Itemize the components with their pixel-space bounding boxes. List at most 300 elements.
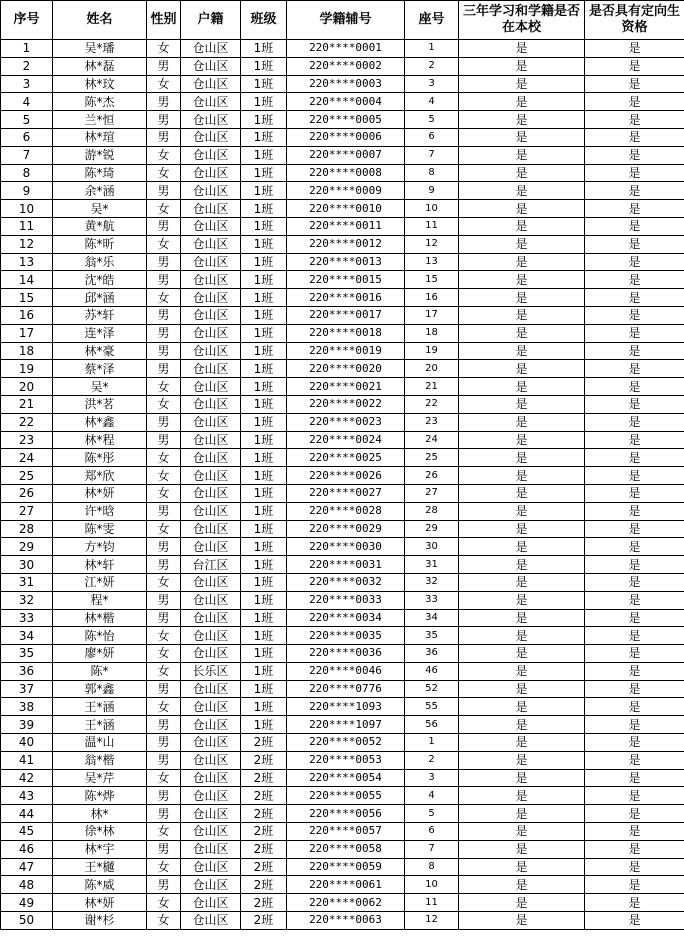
cell-huji: 仓山区 [181, 751, 241, 769]
cell-three-year: 是 [459, 200, 585, 218]
cell-eligible: 是 [585, 734, 684, 752]
cell-seat: 7 [405, 840, 459, 858]
cell-class: 1班 [241, 395, 287, 413]
cell-three-year: 是 [459, 146, 585, 164]
cell-huji: 仓山区 [181, 111, 241, 129]
cell-huji: 台江区 [181, 556, 241, 574]
cell-eligible: 是 [585, 538, 684, 556]
cell-seat: 36 [405, 645, 459, 663]
cell-eligible: 是 [585, 360, 684, 378]
cell-gender: 女 [147, 894, 181, 912]
cell-seq: 1 [1, 40, 53, 58]
cell-three-year: 是 [459, 823, 585, 841]
cell-name: 游*锐 [53, 146, 147, 164]
cell-class: 1班 [241, 111, 287, 129]
table-row [1, 271, 684, 289]
cell-seq: 4 [1, 93, 53, 111]
cell-class: 1班 [241, 645, 287, 663]
cell-three-year: 是 [459, 93, 585, 111]
table-row [1, 662, 684, 680]
cell-eligible: 是 [585, 324, 684, 342]
cell-huji: 仓山区 [181, 146, 241, 164]
cell-seat: 15 [405, 271, 459, 289]
cell-seat: 12 [405, 912, 459, 930]
cell-seat: 23 [405, 413, 459, 431]
header-row [1, 1, 684, 40]
cell-gender: 女 [147, 573, 181, 591]
cell-seq: 15 [1, 289, 53, 307]
cell-huji: 仓山区 [181, 716, 241, 734]
cell-huji: 仓山区 [181, 484, 241, 502]
table-row [1, 164, 684, 182]
cell-seq: 6 [1, 128, 53, 146]
cell-name: 陈* [53, 662, 147, 680]
cell-student-id: 220****0024 [287, 431, 405, 449]
cell-huji: 仓山区 [181, 787, 241, 805]
table-row [1, 324, 684, 342]
table-row [1, 146, 684, 164]
cell-class: 1班 [241, 716, 287, 734]
cell-seq: 3 [1, 75, 53, 93]
cell-huji: 仓山区 [181, 271, 241, 289]
cell-seq: 9 [1, 182, 53, 200]
cell-huji: 仓山区 [181, 164, 241, 182]
table-row [1, 128, 684, 146]
cell-seq: 42 [1, 769, 53, 787]
cell-class: 1班 [241, 520, 287, 538]
cell-seat: 19 [405, 342, 459, 360]
cell-eligible: 是 [585, 858, 684, 876]
cell-name: 洪*茗 [53, 395, 147, 413]
cell-huji: 仓山区 [181, 645, 241, 663]
cell-huji: 仓山区 [181, 591, 241, 609]
cell-name: 林*豪 [53, 342, 147, 360]
cell-huji: 仓山区 [181, 449, 241, 467]
table-row [1, 609, 684, 627]
cell-student-id: 220****0020 [287, 360, 405, 378]
table-row [1, 342, 684, 360]
table-row [1, 467, 684, 485]
cell-gender: 女 [147, 662, 181, 680]
cell-huji: 仓山区 [181, 360, 241, 378]
cell-gender: 男 [147, 271, 181, 289]
cell-student-id: 220****0033 [287, 591, 405, 609]
table-row [1, 787, 684, 805]
table-row [1, 235, 684, 253]
cell-seq: 23 [1, 431, 53, 449]
cell-gender: 男 [147, 538, 181, 556]
cell-seq: 26 [1, 484, 53, 502]
cell-seq: 32 [1, 591, 53, 609]
cell-student-id: 220****0059 [287, 858, 405, 876]
cell-eligible: 是 [585, 57, 684, 75]
cell-eligible: 是 [585, 128, 684, 146]
cell-seat: 8 [405, 858, 459, 876]
cell-huji: 仓山区 [181, 57, 241, 75]
cell-huji: 长乐区 [181, 662, 241, 680]
table-row [1, 253, 684, 271]
cell-gender: 男 [147, 111, 181, 129]
cell-name: 林*瑄 [53, 128, 147, 146]
cell-class: 1班 [241, 182, 287, 200]
table-row [1, 360, 684, 378]
cell-class: 1班 [241, 431, 287, 449]
cell-class: 1班 [241, 253, 287, 271]
cell-student-id: 220****0026 [287, 467, 405, 485]
cell-seat: 6 [405, 823, 459, 841]
cell-seat: 6 [405, 128, 459, 146]
table-row [1, 449, 684, 467]
cell-student-id: 220****0030 [287, 538, 405, 556]
cell-seat: 13 [405, 253, 459, 271]
cell-seq: 46 [1, 840, 53, 858]
cell-student-id: 220****0019 [287, 342, 405, 360]
cell-three-year: 是 [459, 520, 585, 538]
cell-three-year: 是 [459, 128, 585, 146]
cell-seat: 21 [405, 378, 459, 396]
cell-gender: 男 [147, 182, 181, 200]
cell-three-year: 是 [459, 289, 585, 307]
cell-class: 2班 [241, 840, 287, 858]
cell-student-id: 220****0063 [287, 912, 405, 930]
cell-eligible: 是 [585, 40, 684, 58]
cell-eligible: 是 [585, 395, 684, 413]
cell-student-id: 220****0029 [287, 520, 405, 538]
cell-class: 1班 [241, 698, 287, 716]
cell-name: 陈*杰 [53, 93, 147, 111]
cell-eligible: 是 [585, 627, 684, 645]
cell-seat: 2 [405, 751, 459, 769]
cell-huji: 仓山区 [181, 912, 241, 930]
cell-huji: 仓山区 [181, 573, 241, 591]
cell-three-year: 是 [459, 431, 585, 449]
cell-gender: 女 [147, 235, 181, 253]
cell-class: 2班 [241, 823, 287, 841]
cell-student-id: 220****0036 [287, 645, 405, 663]
cell-student-id: 220****0003 [287, 75, 405, 93]
table-row [1, 395, 684, 413]
table-row [1, 306, 684, 324]
cell-seat: 3 [405, 75, 459, 93]
cell-student-id: 220****0011 [287, 217, 405, 235]
cell-eligible: 是 [585, 93, 684, 111]
header-eligible: 是否具有定向生资格 [585, 1, 684, 40]
cell-three-year: 是 [459, 573, 585, 591]
cell-seq: 18 [1, 342, 53, 360]
cell-seat: 31 [405, 556, 459, 574]
table-row [1, 502, 684, 520]
cell-three-year: 是 [459, 609, 585, 627]
cell-seat: 25 [405, 449, 459, 467]
cell-eligible: 是 [585, 520, 684, 538]
cell-name: 温*山 [53, 734, 147, 752]
cell-student-id: 220****0046 [287, 662, 405, 680]
table-row [1, 823, 684, 841]
cell-class: 1班 [241, 378, 287, 396]
cell-seat: 32 [405, 573, 459, 591]
cell-seat: 9 [405, 182, 459, 200]
cell-huji: 仓山区 [181, 894, 241, 912]
cell-huji: 仓山区 [181, 395, 241, 413]
cell-name: 陈*彤 [53, 449, 147, 467]
cell-class: 1班 [241, 627, 287, 645]
cell-seat: 10 [405, 200, 459, 218]
cell-class: 1班 [241, 342, 287, 360]
cell-three-year: 是 [459, 235, 585, 253]
cell-three-year: 是 [459, 164, 585, 182]
cell-student-id: 220****0012 [287, 235, 405, 253]
cell-huji: 仓山区 [181, 823, 241, 841]
cell-student-id: 220****0002 [287, 57, 405, 75]
cell-class: 1班 [241, 538, 287, 556]
cell-three-year: 是 [459, 502, 585, 520]
cell-gender: 女 [147, 200, 181, 218]
cell-student-id: 220****0009 [287, 182, 405, 200]
cell-gender: 男 [147, 751, 181, 769]
cell-name: 连*泽 [53, 324, 147, 342]
cell-class: 2班 [241, 787, 287, 805]
cell-student-id: 220****0017 [287, 306, 405, 324]
cell-student-id: 220****0022 [287, 395, 405, 413]
cell-eligible: 是 [585, 556, 684, 574]
cell-three-year: 是 [459, 645, 585, 663]
cell-eligible: 是 [585, 591, 684, 609]
cell-seq: 35 [1, 645, 53, 663]
cell-name: 程* [53, 591, 147, 609]
cell-eligible: 是 [585, 111, 684, 129]
cell-class: 1班 [241, 40, 287, 58]
table-row [1, 484, 684, 502]
cell-three-year: 是 [459, 769, 585, 787]
cell-seat: 27 [405, 484, 459, 502]
cell-gender: 男 [147, 413, 181, 431]
cell-gender: 男 [147, 253, 181, 271]
cell-three-year: 是 [459, 840, 585, 858]
cell-student-id: 220****0028 [287, 502, 405, 520]
cell-eligible: 是 [585, 182, 684, 200]
cell-seat: 5 [405, 111, 459, 129]
cell-eligible: 是 [585, 912, 684, 930]
cell-three-year: 是 [459, 680, 585, 698]
cell-huji: 仓山区 [181, 75, 241, 93]
cell-class: 2班 [241, 805, 287, 823]
cell-gender: 男 [147, 57, 181, 75]
table-row [1, 75, 684, 93]
cell-three-year: 是 [459, 306, 585, 324]
cell-name: 谢*杉 [53, 912, 147, 930]
cell-student-id: 220****0016 [287, 289, 405, 307]
cell-seat: 8 [405, 164, 459, 182]
cell-seq: 11 [1, 217, 53, 235]
cell-three-year: 是 [459, 467, 585, 485]
cell-student-id: 220****1093 [287, 698, 405, 716]
cell-name: 王*涵 [53, 698, 147, 716]
cell-three-year: 是 [459, 538, 585, 556]
table-row [1, 716, 684, 734]
cell-name: 吴*璠 [53, 40, 147, 58]
cell-class: 1班 [241, 449, 287, 467]
cell-student-id: 220****0061 [287, 876, 405, 894]
cell-seat: 12 [405, 235, 459, 253]
cell-seq: 41 [1, 751, 53, 769]
cell-class: 1班 [241, 609, 287, 627]
cell-three-year: 是 [459, 395, 585, 413]
cell-huji: 仓山区 [181, 467, 241, 485]
cell-name: 廖*妍 [53, 645, 147, 663]
cell-name: 陈*威 [53, 876, 147, 894]
cell-huji: 仓山区 [181, 805, 241, 823]
table-row [1, 431, 684, 449]
cell-three-year: 是 [459, 734, 585, 752]
cell-eligible: 是 [585, 253, 684, 271]
cell-eligible: 是 [585, 484, 684, 502]
cell-seq: 44 [1, 805, 53, 823]
cell-name: 吴* [53, 378, 147, 396]
cell-name: 林*宇 [53, 840, 147, 858]
cell-gender: 女 [147, 858, 181, 876]
cell-huji: 仓山区 [181, 200, 241, 218]
cell-eligible: 是 [585, 217, 684, 235]
cell-huji: 仓山区 [181, 378, 241, 396]
cell-huji: 仓山区 [181, 769, 241, 787]
cell-huji: 仓山区 [181, 520, 241, 538]
table-row [1, 111, 684, 129]
cell-eligible: 是 [585, 751, 684, 769]
cell-seat: 11 [405, 217, 459, 235]
cell-class: 1班 [241, 57, 287, 75]
cell-class: 2班 [241, 769, 287, 787]
cell-gender: 女 [147, 146, 181, 164]
cell-eligible: 是 [585, 289, 684, 307]
cell-seq: 29 [1, 538, 53, 556]
cell-name: 蔡*泽 [53, 360, 147, 378]
cell-class: 2班 [241, 894, 287, 912]
cell-name: 林*鑫 [53, 413, 147, 431]
cell-name: 沈*皓 [53, 271, 147, 289]
cell-name: 陈*怡 [53, 627, 147, 645]
cell-eligible: 是 [585, 698, 684, 716]
cell-three-year: 是 [459, 378, 585, 396]
cell-three-year: 是 [459, 57, 585, 75]
cell-class: 2班 [241, 751, 287, 769]
cell-seat: 20 [405, 360, 459, 378]
cell-eligible: 是 [585, 164, 684, 182]
cell-gender: 女 [147, 467, 181, 485]
cell-seat: 10 [405, 876, 459, 894]
cell-three-year: 是 [459, 876, 585, 894]
cell-student-id: 220****0025 [287, 449, 405, 467]
table-row [1, 93, 684, 111]
cell-class: 1班 [241, 324, 287, 342]
cell-name: 苏*轩 [53, 306, 147, 324]
cell-name: 陈*烨 [53, 787, 147, 805]
table-row [1, 645, 684, 663]
header-three-year: 三年学习和学籍是否在本校 [459, 1, 585, 40]
cell-eligible: 是 [585, 75, 684, 93]
cell-three-year: 是 [459, 413, 585, 431]
cell-huji: 仓山区 [181, 40, 241, 58]
cell-seq: 30 [1, 556, 53, 574]
cell-seat: 33 [405, 591, 459, 609]
cell-name: 陈*雯 [53, 520, 147, 538]
cell-gender: 女 [147, 484, 181, 502]
cell-class: 1班 [241, 360, 287, 378]
cell-name: 陈*琦 [53, 164, 147, 182]
table-body [1, 40, 684, 930]
cell-seat: 35 [405, 627, 459, 645]
table-row [1, 538, 684, 556]
cell-three-year: 是 [459, 627, 585, 645]
cell-class: 1班 [241, 128, 287, 146]
cell-name: 黄*航 [53, 217, 147, 235]
cell-name: 王*涵 [53, 716, 147, 734]
cell-seq: 14 [1, 271, 53, 289]
cell-three-year: 是 [459, 894, 585, 912]
cell-seat: 28 [405, 502, 459, 520]
cell-seat: 16 [405, 289, 459, 307]
cell-student-id: 220****0027 [287, 484, 405, 502]
cell-three-year: 是 [459, 912, 585, 930]
cell-student-id: 220****0062 [287, 894, 405, 912]
cell-seq: 38 [1, 698, 53, 716]
cell-student-id: 220****0008 [287, 164, 405, 182]
cell-seq: 22 [1, 413, 53, 431]
cell-student-id: 220****0054 [287, 769, 405, 787]
cell-student-id: 220****0005 [287, 111, 405, 129]
cell-gender: 男 [147, 716, 181, 734]
cell-student-id: 220****0015 [287, 271, 405, 289]
cell-huji: 仓山区 [181, 289, 241, 307]
cell-eligible: 是 [585, 431, 684, 449]
cell-seat: 4 [405, 93, 459, 111]
cell-name: 徐*林 [53, 823, 147, 841]
table-row [1, 876, 684, 894]
cell-student-id: 220****0058 [287, 840, 405, 858]
cell-seq: 48 [1, 876, 53, 894]
cell-student-id: 220****0010 [287, 200, 405, 218]
cell-seat: 46 [405, 662, 459, 680]
cell-seat: 4 [405, 787, 459, 805]
cell-name: 林* [53, 805, 147, 823]
cell-eligible: 是 [585, 662, 684, 680]
cell-eligible: 是 [585, 271, 684, 289]
cell-name: 林*磊 [53, 57, 147, 75]
cell-three-year: 是 [459, 698, 585, 716]
cell-seat: 24 [405, 431, 459, 449]
cell-seq: 40 [1, 734, 53, 752]
cell-seat: 1 [405, 40, 459, 58]
table-row [1, 769, 684, 787]
cell-seq: 25 [1, 467, 53, 485]
cell-seat: 26 [405, 467, 459, 485]
cell-name: 兰*恒 [53, 111, 147, 129]
cell-seq: 33 [1, 609, 53, 627]
cell-class: 1班 [241, 556, 287, 574]
cell-seat: 11 [405, 894, 459, 912]
cell-huji: 仓山区 [181, 876, 241, 894]
cell-name: 江*妍 [53, 573, 147, 591]
cell-huji: 仓山区 [181, 502, 241, 520]
cell-name: 吴* [53, 200, 147, 218]
cell-gender: 女 [147, 40, 181, 58]
cell-seq: 34 [1, 627, 53, 645]
cell-gender: 男 [147, 324, 181, 342]
cell-class: 1班 [241, 573, 287, 591]
cell-seq: 17 [1, 324, 53, 342]
cell-class: 1班 [241, 164, 287, 182]
cell-class: 1班 [241, 467, 287, 485]
cell-seq: 49 [1, 894, 53, 912]
